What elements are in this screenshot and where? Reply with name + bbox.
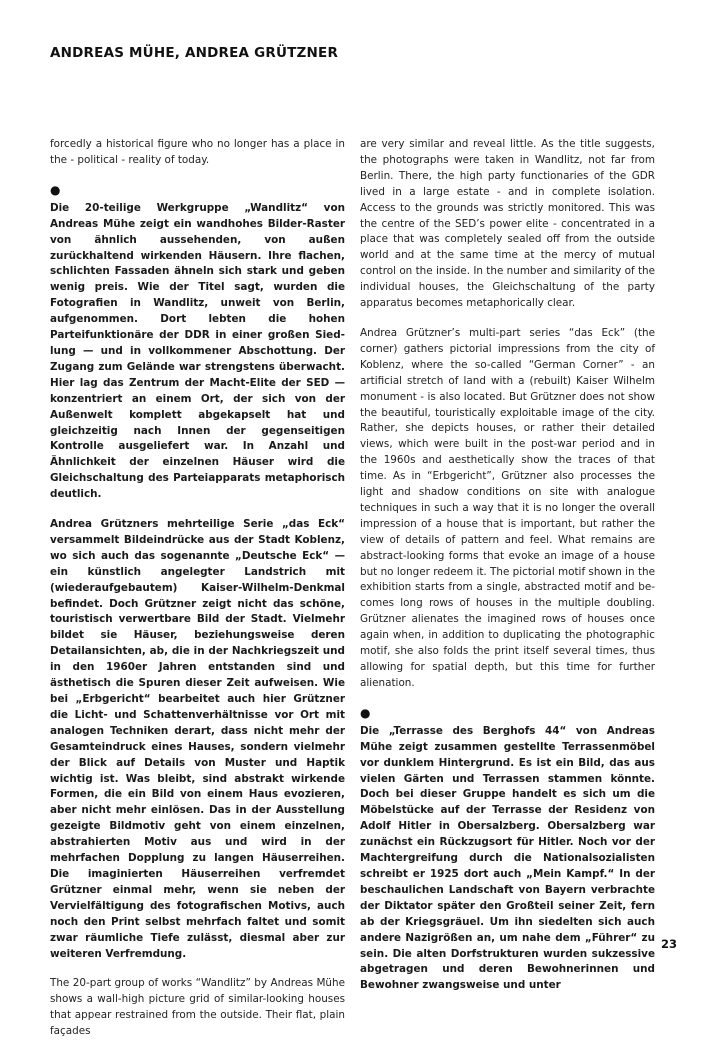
paragraph-en-wandlitz-start: The 20-part group of works “Wandlitz” by Andreas Mühe shows a wall-high picture grid of similar-looking houses that appear restrained from the outside. Their flat, plain façades: [50, 977, 345, 1038]
paragraph-en-das-eck: Andrea Grützner’s multi-part series “das Eck” (the corner) gathers pictorial impressions from the city of Koblenz, where the so-called “German Corner” - an artificial stretch of land with a (rebuilt) Kaiser Wilhelm monument - is also located. But Grützner does not show the beautiful, touristically exploitable image of the city. Rather, she depicts houses, or rather their detailed views, which were built in the post-war period and in the 1960s and aesthetically show the traces of that time. As in “Erbgericht”, Grützner also processes the light and shadow conditions on site with analogue techniques in such a way that it is no longer the overall impression of a house that is important, but rather the view of details of pattern and feel. What remains are abstract-looking forms that evoke an image of a house but no longer redeem it. The pictorial motif shown in the exhibition starts from a single, abstracted motif and becomes long rows of houses in the multiple doubling. Grützner alienates the imagined rows of houses once again when, in addition to duplicating the photographic motif, she also folds the print itself several times, thus allowing for spatial depth, but this time for further alienation.: [360, 326, 655, 689]
page-number: 23: [660, 937, 677, 951]
left-column: [50, 137, 345, 1054]
paragraph-en-wandlitz-cont: are very similar and reveal little. As the title suggests, the photographs were taken in Wandlitz, not far from Berlin. There, the high party functionaries of the GDR lived in a large estate - and in complete isolation. Access to the grounds was strictly monitored. This was the centre of the SED’s power elite - concentrated in a place that was completely sealed off from the outside world and at the same time at the mercy of mutual control on the inside. In the number and similarity of the individual houses, the Gleichschaltung of the party apparatus becomes metaphorically clear.: [360, 138, 655, 310]
paragraph-en-continued: forcedly a historical figure who no longer has a place in the - political - reality of today.: [50, 138, 345, 166]
paragraph-de-wandlitz: Die 20-teilige Werkgruppe „Wandlitz“ von Andreas Mühe zeigt ein wandhohes Bilder-Raster von ähnlich aussehenden, von außen zurückhaltend wirkenden Häusern. Ihre flachen, schlichten Fassaden ähneln sich stark und geben wenig preis. Wie der Titel sagt, wurden die Fotografien in Wandlitz, unweit von Berlin, aufgenommen. Dort lebten die hohen Parteifunktionäre der DDR in einer großen Siedlung — und in vollkommener Abschottung. Der Zugang zum Gelände war strengstens überwacht. Hier lag das Zentrum der Macht-Elite der SED — konzentriert an einem Ort, der sich von der Außenwelt komplett abgekapselt hat und gleichzeitig nach Innen der gegenseitigen Kontrolle ausgeliefert war. In Anzahl und Ähnlichkeit der einzelnen Häuser wird die Gleichschaltung des Parteiapparats metaphorisch deutlich.: [50, 201, 345, 501]
bullet-icon: ●: [50, 182, 61, 197]
paragraph-de-berghof: Die „Terrasse des Berghofs 44“ von Andreas Mühe zeigt zusammen gestellte Terrassenmöbel vor dunklem Hintergrund. Es ist ein Bild, das aus vielen Gärten und Terrassen stammen könnte. Doch bei dieser Gruppe handelt es sich um die Möbelstücke auf der Terrasse der Residenz von Adolf Hitler in Obersalzberg. Obersalzberg war zunächst ein Rückzugsort für Hitler. Noch vor der Machtergreifung durch die Nationalsozialisten schreibt er 1925 dort auch „Mein Kampf.“ In der beschaulichen Landschaft von Bayern verbrachte der Diktator später den Großteil seiner Zeit, fern ab der Kriegsgräuel. Um ihn siedelten sich auch andere Nazigrößen an, um nahe dem „Führer“ zu sein. Die alten Dorfstrukturen wurden sukzessive abgetragen und deren Bewohnerinnen und Bewohner zwangsweise und unter: [360, 724, 655, 992]
bullet-icon: ●: [360, 705, 371, 720]
running-header: ANDREAS MÜHE, ANDREA GRÜTZNER: [50, 45, 339, 61]
right-column: [360, 137, 655, 1008]
paragraph-de-das-eck: Andrea Grützners mehrteilige Serie „das Eck“ versammelt Bildeindrücke aus der Stadt Koblenz, wo sich auch das sogenannte „Deutsche Eck“ — ein künstlich angelegter Landstrich mit (wiederaufgebautem) Kaiser-Wilhelm-Denkmal befindet. Doch Grützner zeigt nicht das schöne, touristisch verwertbare Bild der Stadt. Vielmehr bildet sie Häuser, beziehungsweise deren Detailansichten, ab, die in der Nachkriegszeit und in den 1960er Jahren entstanden sind und ästhetisch die Spuren dieser Zeit aufweisen. Wie bei „Erbgericht“ bearbeitet auch hier Grützner die Licht- und Schattenverhältnisse vor Ort mit analogen Techniken derart, dass nicht mehr der Gesamteindruck eines Hauses, sondern vielmehr der Blick auf Details von Muster und Haptik wichtig ist. Was bleibt, sind abstrakt wirkende Formen, die ein Bild von einem Haus evozieren, aber nicht mehr einlösen. Das in der Ausstellung gezeigte Bildmotiv geht von einem einzelnen, abstrahierten Motiv aus und wird in der mehrfachen Dopplung zu langen Häuserreihen. Die imaginierten Häuserreihen verfremdet Grützner einmal mehr, wenn sie neben der Vervielfältigung des fotografischen Motivs, auch noch den Print selbst mehrfach faltet und somit zwar räumliche Tiefe zulässt, diesmal aber zur weiteren Verfremdung.: [50, 518, 345, 960]
